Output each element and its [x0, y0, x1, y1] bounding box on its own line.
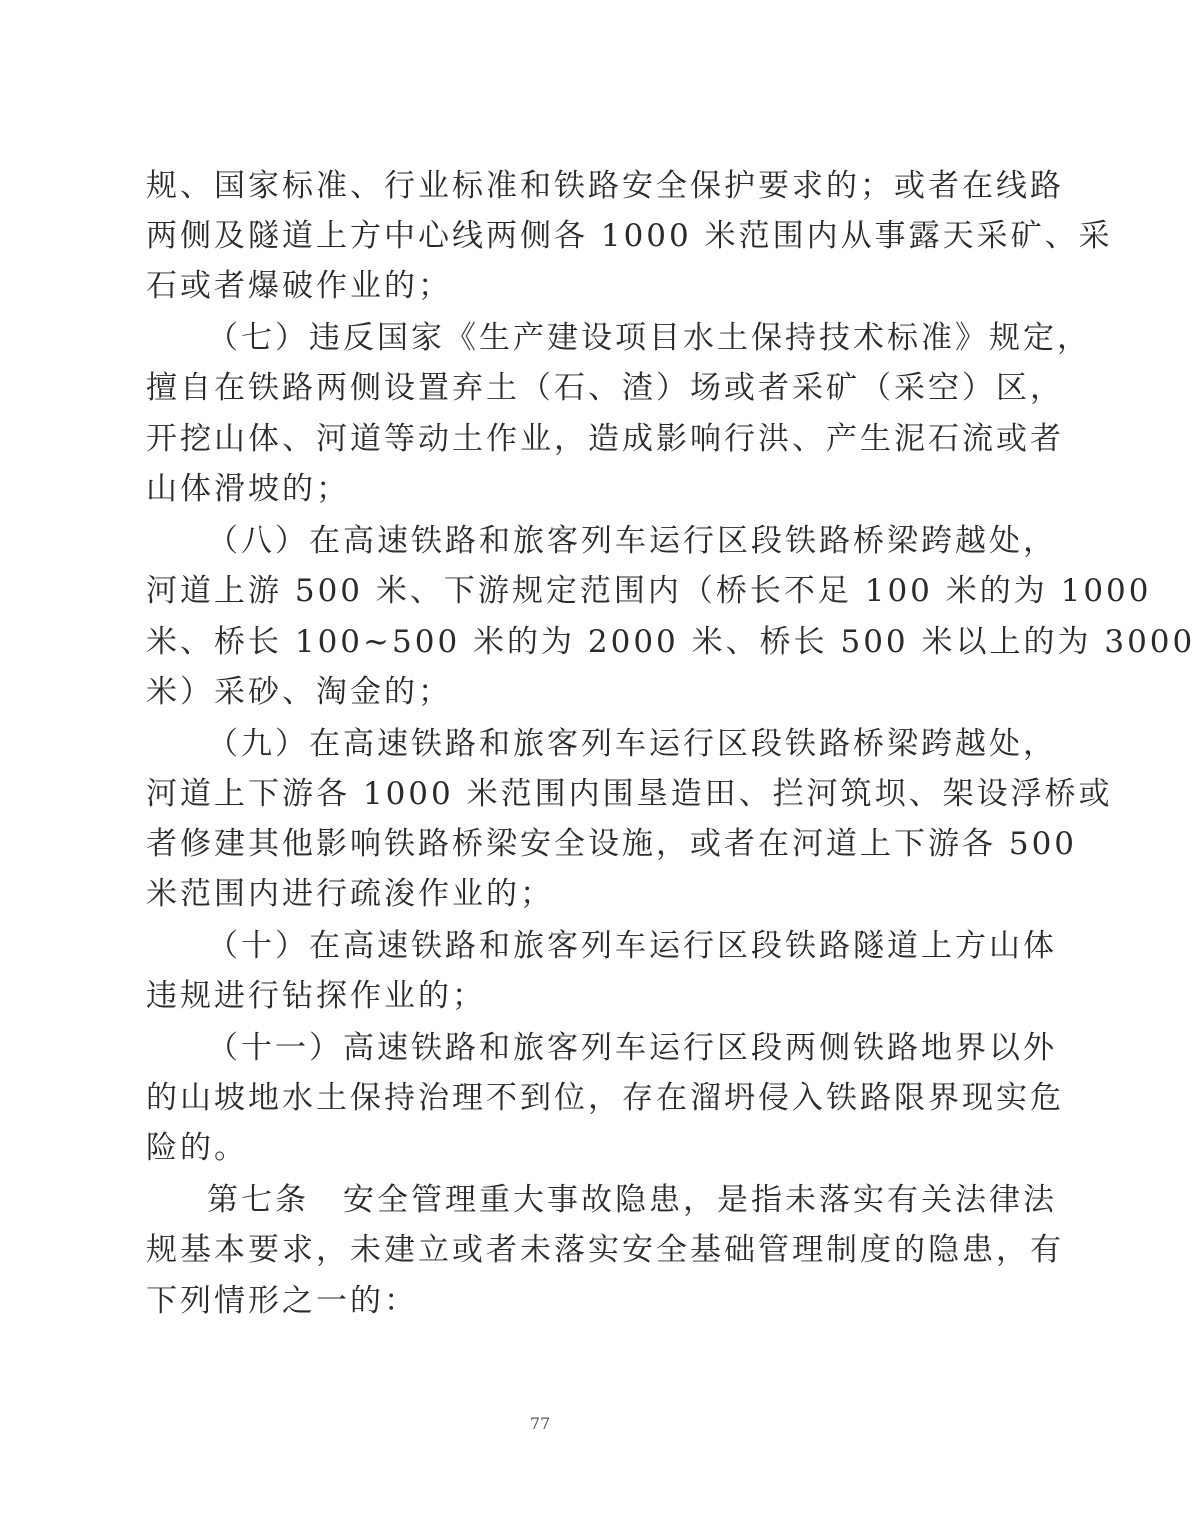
text-line: 的山坡地水土保持治理不到位，存在溜坍侵入铁路限界现实危	[146, 1080, 1064, 1116]
text-line: 规基本要求，未建立或者未落实安全基础管理制度的隐患，有	[146, 1232, 1064, 1268]
text-line: 第七条 安全管理重大事故隐患，是指未落实有关法律法	[207, 1182, 1057, 1218]
text-line: 规、国家标准、行业标准和铁路安全保护要求的；或者在线路	[146, 168, 1064, 204]
text-line: 河道上游 500 米、下游规定范围内（桥长不足 100 米的为 1000	[146, 573, 1152, 609]
text-line: （十）在高速铁路和旅客列车运行区段铁路隧道上方山体	[207, 928, 1057, 964]
text-line: 米）采砂、淘金的；	[146, 674, 452, 710]
text-line: 米范围内进行疏浚作业的；	[146, 876, 554, 912]
text-line: 开挖山体、河道等动土作业，造成影响行洪、产生泥石流或者	[146, 421, 1064, 457]
text-line: （八）在高速铁路和旅客列车运行区段铁路桥梁跨越处，	[207, 523, 1057, 559]
text-line: 河道上下游各 1000 米范围内围垦造田、拦河筑坝、架设浮桥或	[146, 776, 1113, 812]
text-line: 山体滑坡的；	[146, 471, 350, 507]
text-line: 石或者爆破作业的；	[146, 268, 452, 304]
text-line: （十一）高速铁路和旅客列车运行区段两侧铁路地界以外	[207, 1030, 1057, 1066]
text-line: 下列情形之一的：	[146, 1283, 418, 1319]
text-line: 两侧及隧道上方中心线两侧各 1000 米范围内从事露天采矿、采	[146, 218, 1113, 254]
text-line: 擅自在铁路两侧设置弃土（石、渣）场或者采矿（采空）区，	[146, 370, 1064, 406]
page-number: 77	[529, 1414, 551, 1433]
text-line: 违规进行钻探作业的；	[146, 978, 486, 1014]
text-line: （七）违反国家《生产建设项目水土保持技术标准》规定，	[207, 320, 1091, 356]
text-line: （九）在高速铁路和旅客列车运行区段铁路桥梁跨越处，	[207, 726, 1057, 762]
text-line: 险的。	[146, 1130, 248, 1166]
text-line: 者修建其他影响铁路桥梁安全设施，或者在河道上下游各 500	[146, 826, 1078, 862]
text-line: 米、桥长 100~500 米的为 2000 米、桥长 500 米以上的为 3000	[146, 624, 1195, 660]
